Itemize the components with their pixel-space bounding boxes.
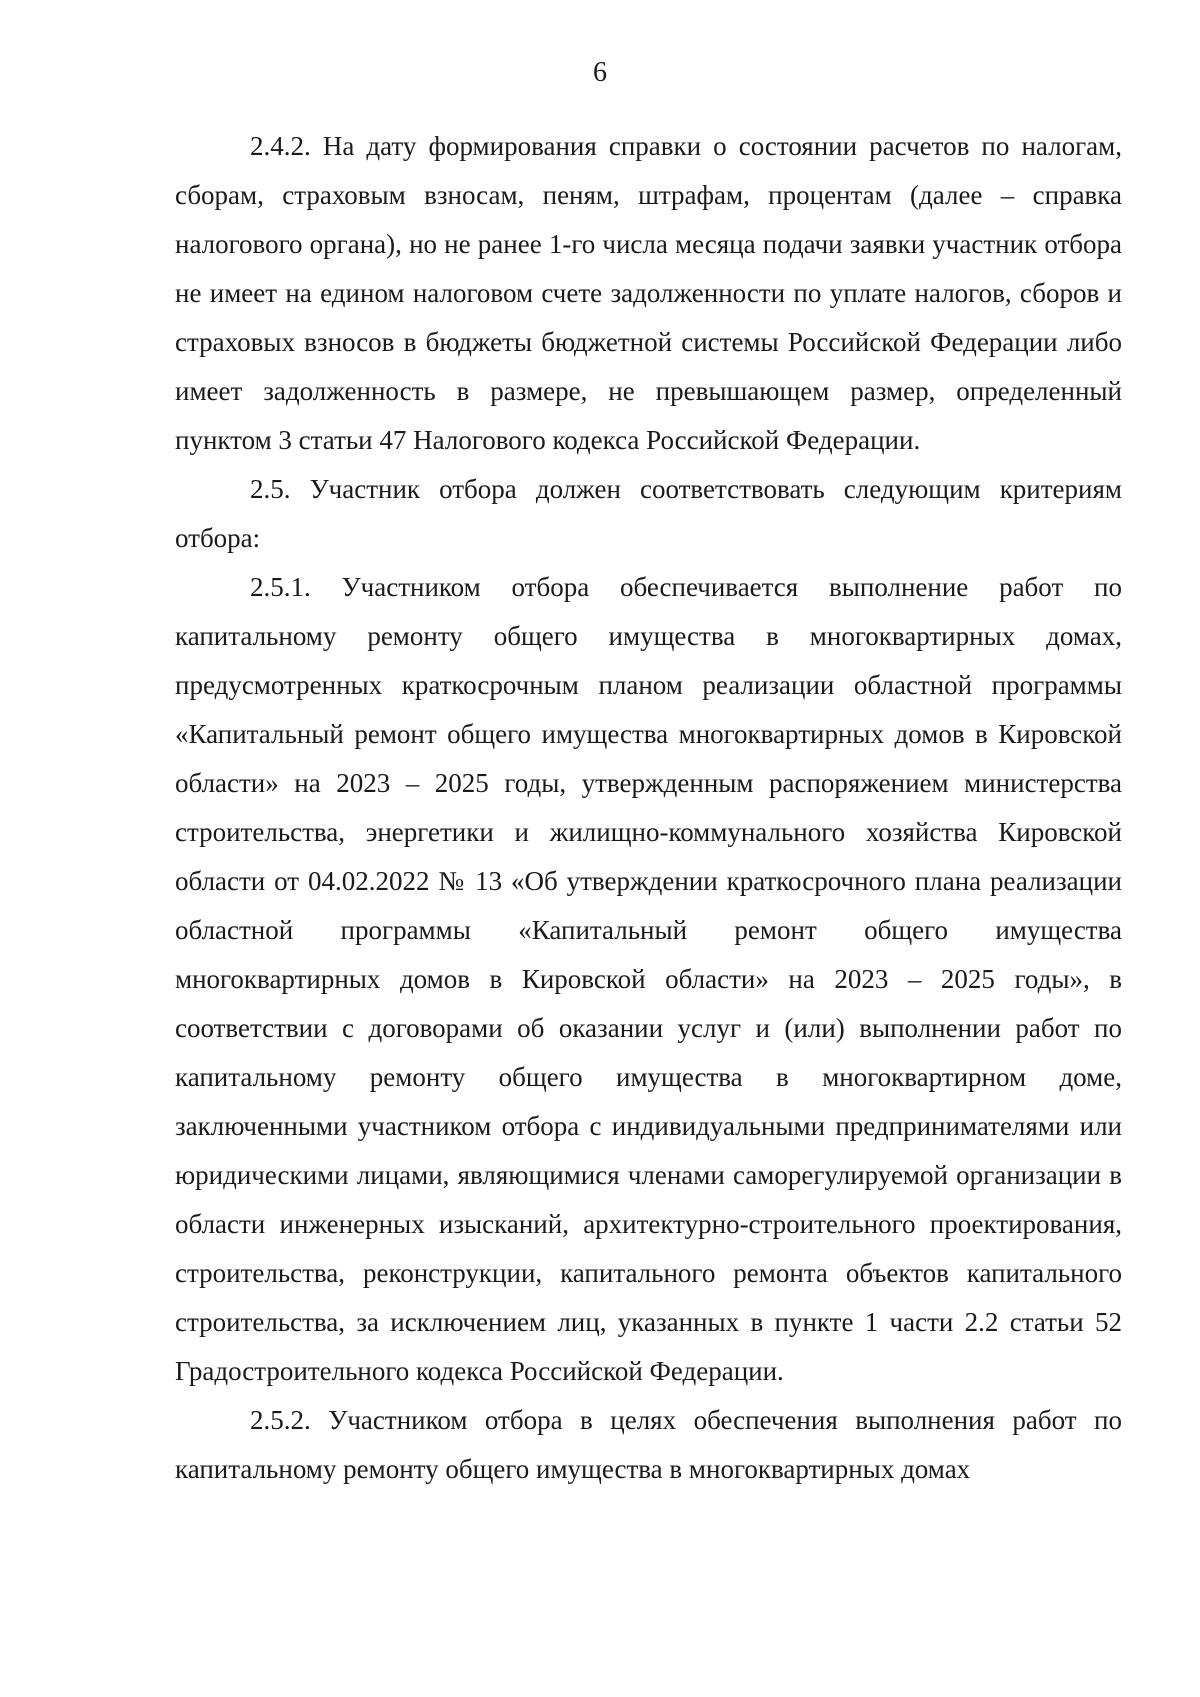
page-number: 6 [593,57,607,88]
paragraph-2-4-2: 2.4.2. На дату формирования справки о состоянии расчетов по налогам, сборам, страховым взносам, пеням, штрафам, процентам (далее – справка налогового органа), но не ранее 1-го числа месяца подачи заявки участник отбора не имеет на едином налоговом счете задолженности по уплате налогов, сборов и страховых взносов в бюджеты бюджетной системы Российской Федерации либо имеет задолженность в размере, не превышающем размер, определенный пунктом 3 статьи 47 Налогового кодекса Российской Федерации. [175,131,1122,455]
paragraph-2-5-2: 2.5.2. Участником отбора в целях обеспечения выполнения работ по капитальному ремонту общего имущества в многоквартирных домах [175,1405,1122,1484]
document-body [175,122,1122,1494]
paragraph-2-5-1: 2.5.1. Участником отбора обеспечивается выполнение работ по капитальному ремонту общего имущества в многоквартирных домах, предусмотренных краткосрочным планом реализации областной программы «Капитальный ремонт общего имущества многоквартирных домов в Кировской области» на 2023 – 2025 годы, утвержденным распоряжением министерства строительства, энергетики и жилищно-коммунального хозяйства Кировской области от 04.02.2022 № 13 «Об утверждении краткосрочного плана реализации областной программы «Капитальный ремонт общего имущества многоквартирных домов в Кировской области» на 2023 – 2025 годы», в соответствии с договорами об оказании услуг и (или) выполнении работ по капитальному ремонту общего имущества в многоквартирном доме, заключенными участником отбора с индивидуальными предпринимателями или юридическими лицами, являющимися членами саморегулируемой организации в области инженерных изысканий, архитектурно-строительного проектирования, строительства, реконструкции, капитального ремонта объектов капитального строительства, за исключением лиц, указанных в пункте 1 части 2.2 статьи 52 Градостроительного кодекса Российской Федерации. [175,572,1122,1386]
paragraph-2-5: 2.5. Участник отбора должен соответствовать следующим критериям отбора: [175,474,1122,553]
